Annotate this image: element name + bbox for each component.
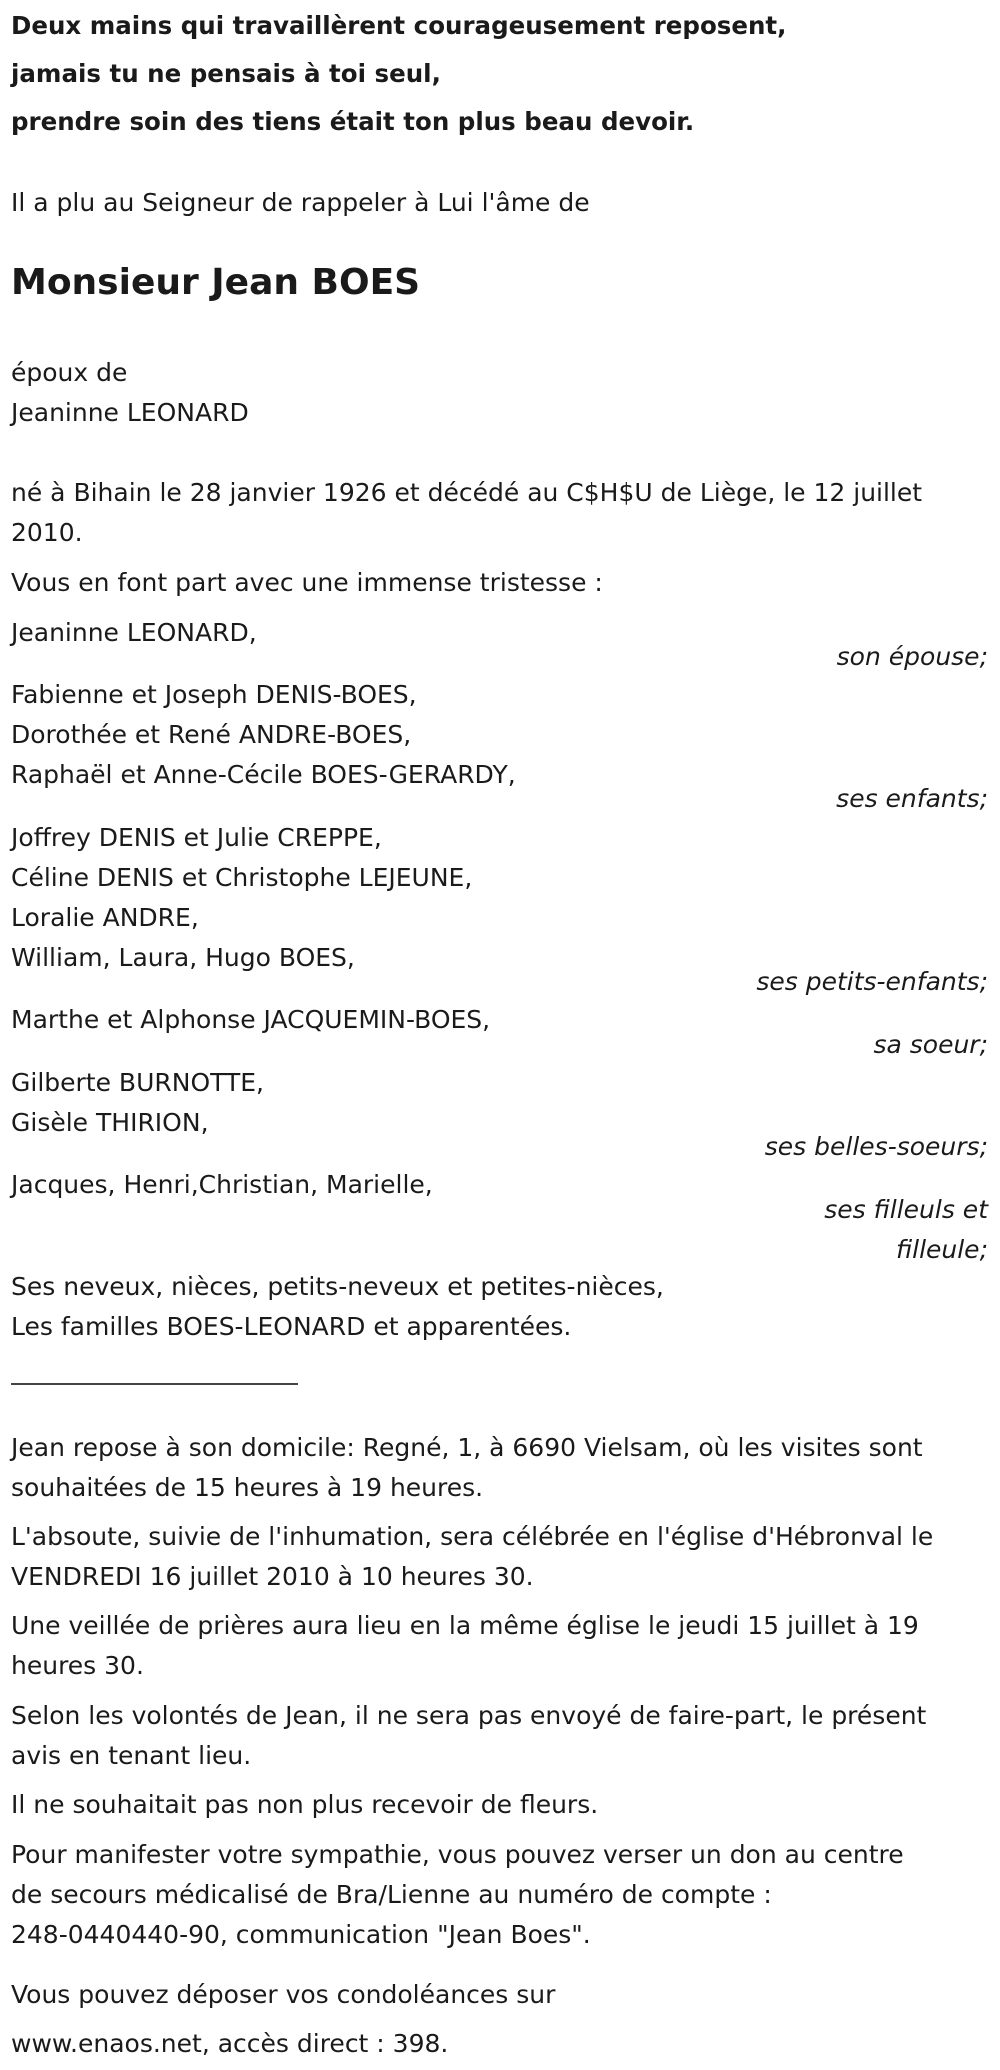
role-godchildren-line: filleule; [895,1235,988,1264]
role-children: ses enfants; [836,784,988,813]
family-name: Gisèle THIRION, [11,1108,209,1137]
poem-line: prendre soin des tiens était ton plus beau devoir. [11,107,695,136]
funeral-info [11,1517,933,1597]
poem-line: Deux mains qui travaillèrent courageusement reposent, [11,11,787,40]
spouse-name: Jeaninne LEONARD [11,398,249,427]
family-godchildren [11,1165,433,1205]
funeral-line: L'absoute, suivie de l'inhumation, sera célébrée en l'église d'Hébronval le [11,1522,934,1551]
poem [11,2,786,146]
donation-line: 248-0440440-90, communication "Jean Boes". [11,1920,591,1949]
condolences-info: Vous pouvez déposer vos condoléances sur [11,1980,556,2009]
website-link[interactable]: www.enaos.net, accès direct : 398. [11,2029,449,2058]
extended-family [11,1267,664,1347]
family-name: Loralie ANDRE, [11,903,199,932]
announcement: Vous en font part avec une immense tristesse : [11,568,603,597]
birth-death-line: 2010. [11,518,83,547]
rest-line: Jean repose à son domicile: Regné, 1, à 6690 Vielsam, où les visites sont [11,1433,923,1462]
family-name: Jacques, Henri,Christian, Marielle, [11,1170,433,1199]
wishes-info [11,1696,926,1776]
vigil-line: Une veillée de prières aura lieu en la même église le jeudi 15 juillet à 19 [11,1611,919,1640]
role-sisters-in-law: ses belles-soeurs; [764,1132,988,1161]
wishes-line: avis en tenant lieu. [11,1741,252,1770]
wishes-line: Selon les volontés de Jean, il ne sera pas envoyé de faire-part, le présent [11,1701,927,1730]
birth-death-line: né à Bihain le 28 janvier 1926 et décédé au C$H$U de Liège, le 12 juillet [11,478,923,507]
vigil-info [11,1606,919,1686]
spouse-label: époux de [11,358,128,387]
birth-death [11,473,922,553]
family-spouse [11,613,257,653]
separator-line [11,1383,298,1385]
family-name: Fabienne et Joseph DENIS-BOES, [11,680,417,709]
family-name: Jeaninne LEONARD, [11,618,257,647]
deceased-name: Monsieur Jean BOES [11,262,421,303]
role-godchildren-line: ses filleuls et [824,1195,988,1224]
rest-info [11,1428,923,1508]
role-godchildren [824,1190,988,1270]
family-grandchildren [11,818,472,978]
family-name: Gilberte BURNOTTE, [11,1068,264,1097]
vigil-line: heures 30. [11,1651,144,1680]
family-name: Raphaël et Anne-Cécile BOES-GERARDY, [11,760,516,789]
rest-line: souhaitées de 15 heures à 19 heures. [11,1473,484,1502]
family-name: Joffrey DENIS et Julie CREPPE, [11,823,382,852]
intro-text: Il a plu au Seigneur de rappeler à Lui l'âme de [11,188,590,217]
family-sisters-in-law [11,1063,264,1143]
donation-line: Pour manifester votre sympathie, vous pouvez verser un don au centre [11,1840,904,1869]
donation-info [11,1835,904,1955]
family-name: Céline DENIS et Christophe LEJEUNE, [11,863,473,892]
extended-family-line: Les familles BOES-LEONARD et apparentées. [11,1312,572,1341]
role-grandchildren: ses petits-enfants; [756,967,988,996]
funeral-line: VENDREDI 16 juillet 2010 à 10 heures 30. [11,1562,534,1591]
family-children [11,675,516,795]
family-name: William, Laura, Hugo BOES, [11,943,355,972]
extended-family-line: Ses neveux, nièces, petits-neveux et petites-nièces, [11,1272,664,1301]
family-name: Marthe et Alphonse JACQUEMIN-BOES, [11,1005,491,1034]
role-spouse: son épouse; [836,642,988,671]
flowers-info: Il ne souhaitait pas non plus recevoir de fleurs. [11,1790,599,1819]
spouse-block [11,353,249,433]
family-sister [11,1000,490,1040]
poem-line: jamais tu ne pensais à toi seul, [11,59,441,88]
role-sister: sa soeur; [873,1030,988,1059]
donation-line: de secours médicalisé de Bra/Lienne au numéro de compte : [11,1880,772,1909]
family-name: Dorothée et René ANDRE-BOES, [11,720,412,749]
